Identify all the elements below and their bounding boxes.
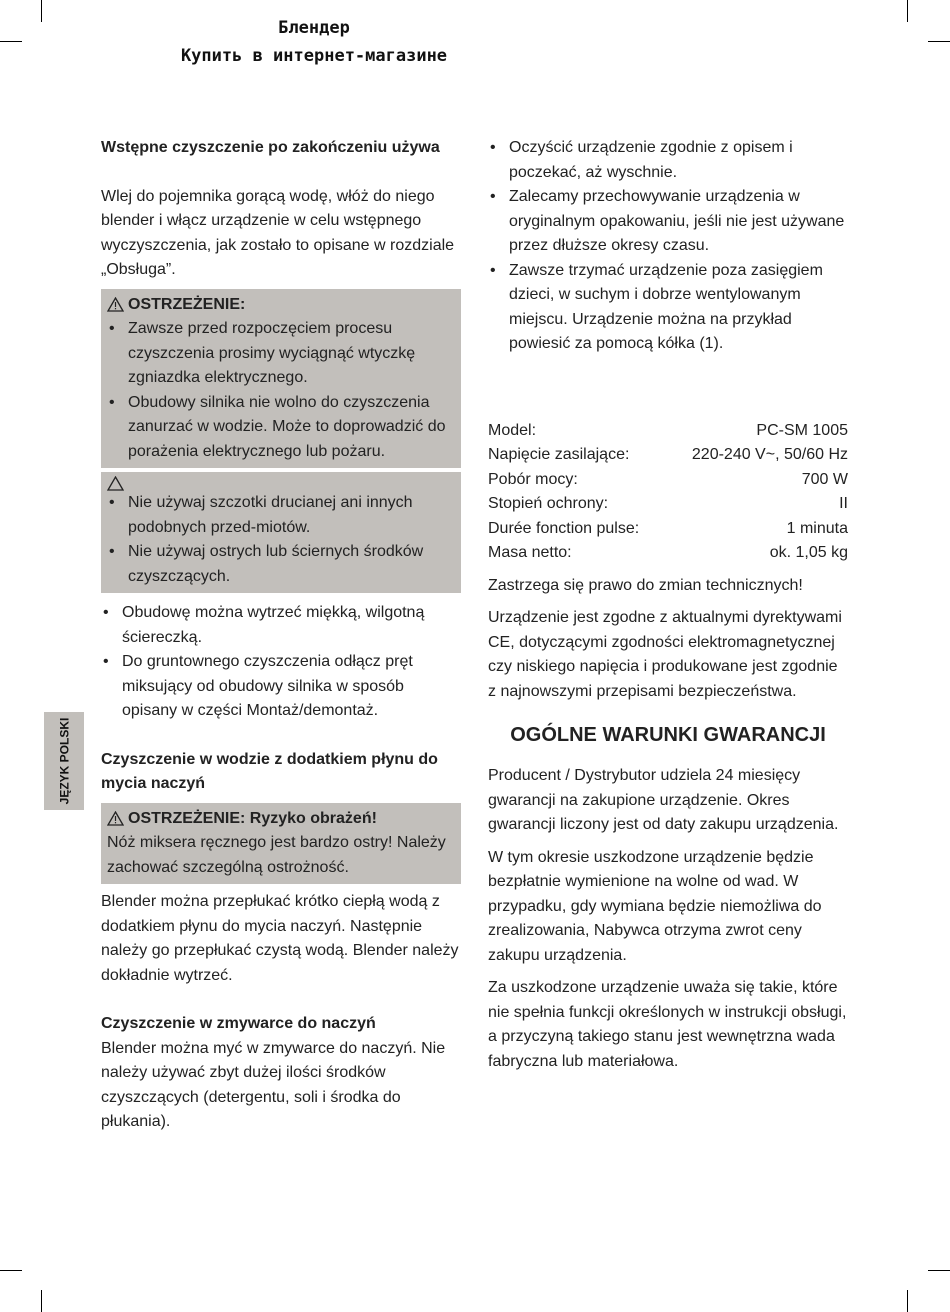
caution-title [107, 476, 453, 491]
warranty-paragraph: Za uszkodzone urządzenie uważa się takie, które nie spełnia funkcji określonych w instrukcji obsługi, a przyczyną takiego stanu jest wewnętrzna wada fabryczna lub materiałowa. [488, 979, 847, 1070]
spec-row [488, 443, 848, 468]
spec-value: 1 minuta [786, 519, 848, 537]
list-item: • Nie używaj ostrych lub ściernych środków czyszczących. [107, 540, 453, 589]
paragraph: Wlej do pojemnika gorącą wodę, włóż do niego blender i włącz urządzenie w celu wstępnego wyczyszczenia, jak zostało to opisane w rozdziale „Obsługa”. [101, 187, 455, 278]
warranty-paragraph: W tym okresie uszkodzone urządzenie będzie bezpłatnie wymienione na wolne od wad. W przypadku, gdy wymiana będzie niemożliwa do zrealizowania, Nabywca otrzyma zwrot ceny zakupu urządzenia. [488, 848, 822, 964]
warning-list [107, 317, 453, 464]
list-item: • Do gruntownego czyszczenia odłącz pręt miksujący od obudowy silnika w sposób opisany w części Montaż/demontaż. [101, 650, 461, 724]
list-item: • Oczyścić urządzenie zgodnie z opisem i poczekać, aż wyschnie. [488, 136, 848, 185]
warning-title-text: OSTRZEŻENIE: Ryzyko obrażeń! [128, 809, 377, 827]
warning-title-text: OSTRZEŻENIE: [128, 295, 246, 313]
right-column [488, 136, 848, 1082]
crop-mark [928, 1270, 950, 1271]
spec-value: ok. 1,05 kg [769, 544, 848, 561]
compliance-note: Urządzenie jest zgodne z aktualnymi dyrektywami CE, dotyczącymi zgodności elektromagnetycznej czy niskiego napięcia i produkowane jest zgodnie z najnowszymi przepisami bezpieczeństwa. [488, 609, 842, 700]
spec-label: Masa netto: [488, 544, 572, 561]
crop-mark [41, 1290, 42, 1312]
crop-mark [928, 41, 950, 42]
spec-label: Napięcie zasilające: [488, 446, 630, 463]
spec-row [488, 492, 848, 517]
spec-label: Pobór mocy: [488, 470, 578, 488]
list-item: • Zalecamy przechowywanie urządzenia w oryginalnym opakowaniu, jeśli nie jest używane przez dłuższe okresy czasu. [488, 185, 848, 259]
spec-table [488, 419, 848, 566]
left-column [101, 136, 461, 1135]
caution-list [107, 491, 453, 589]
paragraph: Blender można przepłukać krótko ciepłą wodą z dodatkiem płynu do mycia naczyń. Następnie należy go przepłukać czystą wodą. Blender należy dokładnie wytrzeć. [101, 893, 459, 984]
language-tab [44, 712, 84, 810]
list-item: • Obudowy silnika nie wolno do czyszczenia zanurzać w wodzie. Może to doprowadzić do porażenia elektrycznego lub pożaru. [107, 391, 453, 465]
spec-value: PC-SM 1005 [756, 421, 848, 439]
caution-box [101, 472, 461, 593]
spec-row [488, 517, 848, 542]
spec-row [488, 419, 848, 444]
spec-value: 700 W [801, 470, 848, 488]
language-tab-label: JĘZYK POLSKI [57, 717, 71, 805]
warranty-paragraph: Producent / Dystrybutor udziela 24 miesięcy gwarancji na zakupione urządzenie. Okres gwarancji liczony jest od daty zakupu urządzenia. [488, 767, 839, 833]
warning-icon [107, 297, 124, 312]
cleaning-list [101, 601, 461, 724]
caution-icon [107, 476, 124, 491]
header-title: Блендер [278, 18, 350, 38]
spec-label: Durée fonction pulse: [488, 519, 640, 537]
crop-mark [0, 1270, 22, 1271]
warning-box [101, 289, 461, 469]
warning-text: Nóż miksera ręcznego jest bardzo ostry! Należy zachować szczególną ostrożność. [107, 834, 446, 876]
paragraph: Blender można myć w zmywarce do naczyń. Nie należy używać zbyt dużej ilości środków czyszczących (detergentu, soli i środka do płukania). [101, 1039, 446, 1130]
warning-box [101, 803, 461, 885]
crop-mark [907, 0, 908, 22]
storage-list [488, 136, 848, 357]
crop-mark [907, 1290, 908, 1312]
spec-value: II [839, 495, 848, 512]
spec-row [488, 468, 848, 493]
spec-value: 220-240 V~, 50/60 Hz [691, 446, 848, 463]
warning-title [107, 293, 453, 318]
technical-note: Zastrzega się prawo do zmian technicznych! [488, 576, 803, 594]
crop-mark [0, 41, 22, 42]
list-item: • Zawsze trzymać urządzenie poza zasięgiem dzieci, w suchym i dobrze wentylowanym miejscu. Urządzenie można na przykład powiesić za pomocą kółka (1). [488, 259, 848, 357]
spec-label: Model: [488, 421, 537, 439]
warning-title [107, 807, 453, 832]
header-subtitle: Купить в интернет-магазине [180, 46, 448, 66]
spec-label: Stopień ochrony: [488, 495, 609, 512]
list-item: • Zawsze przed rozpoczęciem procesu czyszczenia prosimy wyciągnąć wtyczkę zgniazdka elektrycznego. [107, 317, 453, 391]
warranty-heading: OGÓLNE WARUNKI GWARANCJI [510, 724, 826, 746]
warning-icon [107, 811, 124, 826]
spec-row [488, 541, 848, 566]
section-heading: Czyszczenie w zmywarce do naczyń [101, 1015, 376, 1032]
section-heading: Wstępne czyszczenie po zakończeniu używa [101, 139, 440, 156]
list-item: • Nie używaj szczotki drucianej ani innych podobnych przed-miotów. [107, 491, 453, 540]
list-item: • Obudowę można wytrzeć miękką, wilgotną ściereczką. [101, 601, 461, 650]
section-heading: Czyszczenie w wodzie z dodatkiem płynu do mycia naczyń [101, 750, 438, 792]
